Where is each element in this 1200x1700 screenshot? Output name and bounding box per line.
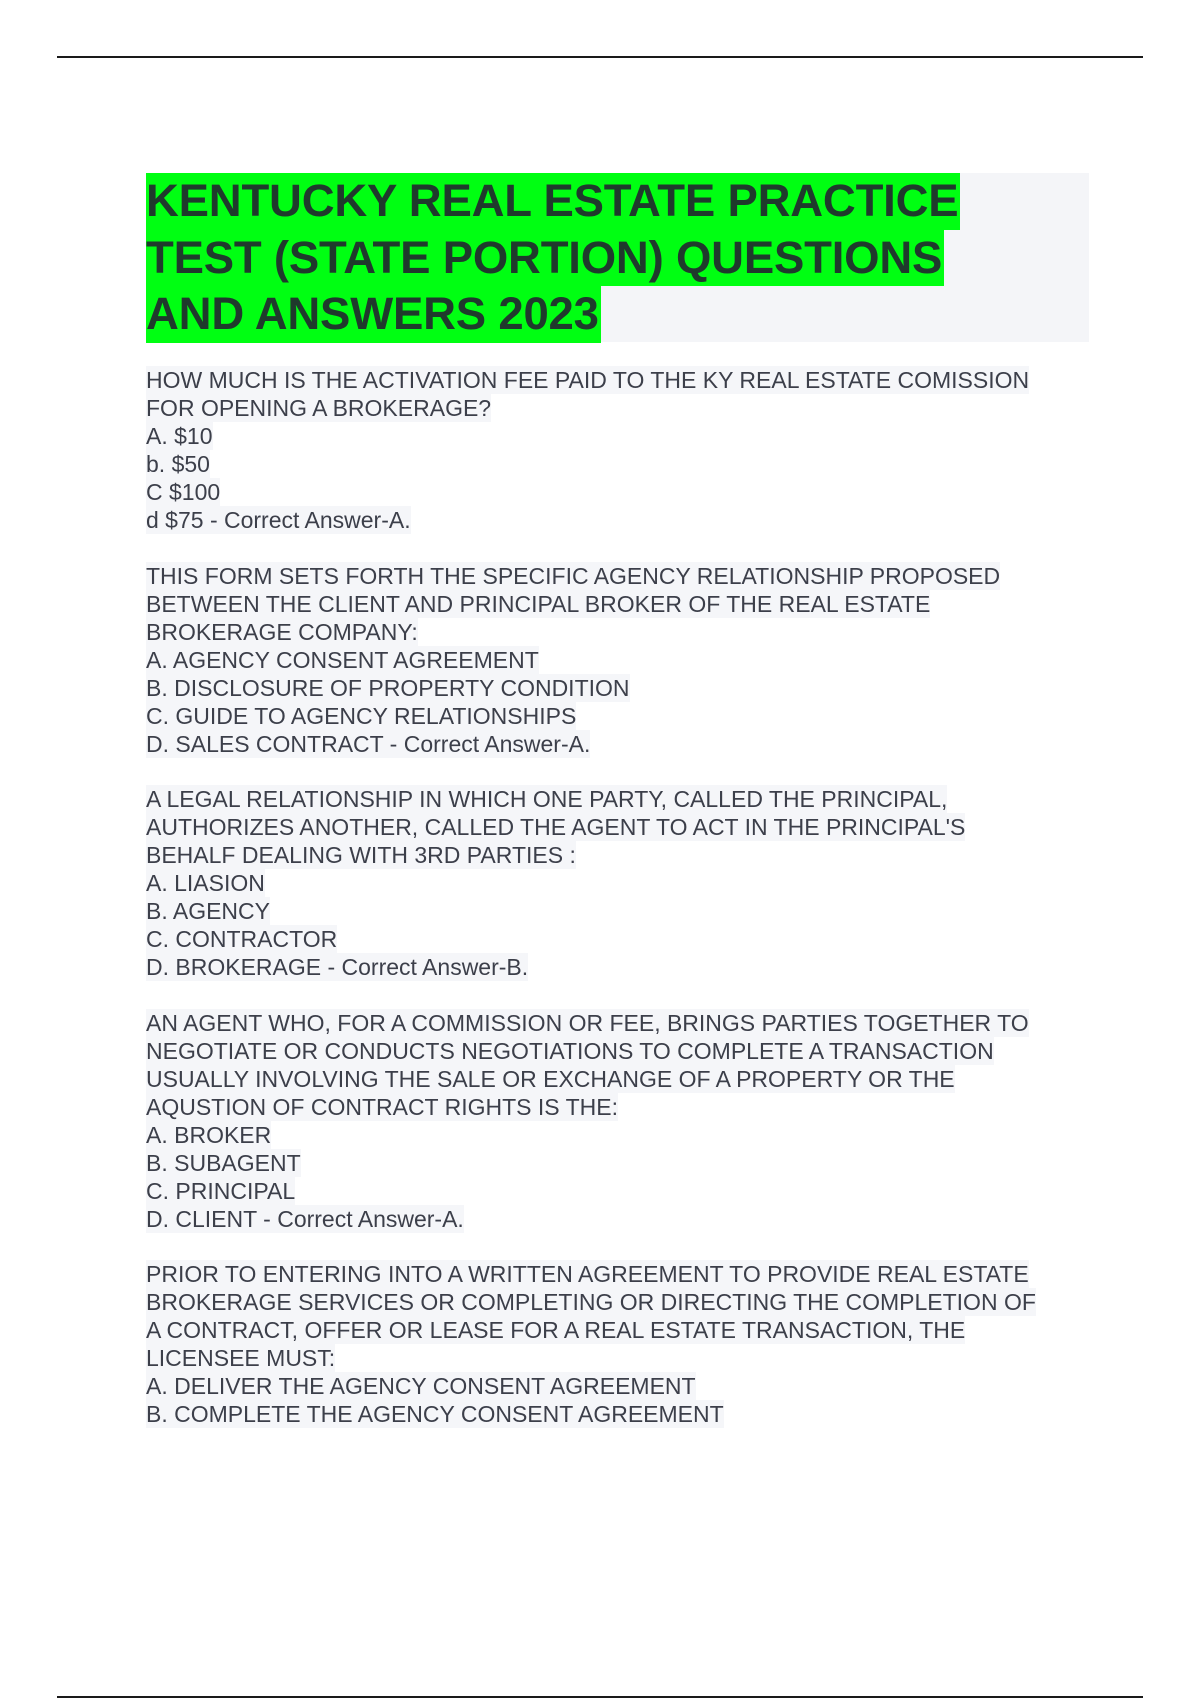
question-block — [146, 366, 1096, 534]
question-block — [146, 562, 1096, 758]
questions-list — [146, 366, 1096, 1456]
title-block — [146, 173, 1089, 342]
answer-option: B. SUBAGENT — [146, 1149, 301, 1176]
title-line: KENTUCKY REAL ESTATE PRACTICE — [146, 173, 960, 230]
question-text: FOR OPENING A BROKERAGE? — [146, 395, 492, 421]
answer-option: C. GUIDE TO AGENCY RELATIONSHIPS — [146, 702, 577, 729]
answer-option: A. DELIVER THE AGENCY CONSENT AGREEMENT — [146, 1373, 696, 1399]
answer-option-with-correct-answer: D. CLIENT - Correct Answer-A. — [146, 1205, 464, 1232]
question-text: USUALLY INVOLVING THE SALE OR EXCHANGE OF A PROPERTY OR THE — [146, 1065, 955, 1092]
answer-option: B. AGENCY — [146, 898, 270, 924]
question-text: AQUSTION OF CONTRACT RIGHTS IS THE: — [146, 1093, 618, 1120]
question-text: A CONTRACT, OFFER OR LEASE FOR A REAL ESTATE TRANSACTION, THE — [146, 1317, 966, 1343]
question-text: BROKERAGE COMPANY: — [146, 618, 418, 645]
question-text: BROKERAGE SERVICES OR COMPLETING OR DIRECTING THE COMPLETION OF — [146, 1289, 1036, 1315]
question-block — [146, 1009, 1096, 1233]
question-block — [146, 1260, 1096, 1428]
answer-option: A. $10 — [146, 423, 213, 449]
question-text: HOW MUCH IS THE ACTIVATION FEE PAID TO THE KY REAL ESTATE COMISSION — [146, 367, 1030, 393]
question-block — [146, 785, 1096, 981]
question-text: AUTHORIZES ANOTHER, CALLED THE AGENT TO ACT IN THE PRINCIPAL'S — [146, 814, 966, 840]
answer-option: A. LIASION — [146, 870, 265, 896]
answer-option: C $100 — [146, 479, 221, 505]
answer-option: B. DISCLOSURE OF PROPERTY CONDITION — [146, 674, 630, 701]
bottom-rule — [57, 1696, 1143, 1698]
question-text: AN AGENT WHO, FOR A COMMISSION OR FEE, BRINGS PARTIES TOGETHER TO — [146, 1009, 1029, 1036]
answer-option-with-correct-answer: D. SALES CONTRACT - Correct Answer-A. — [146, 730, 591, 757]
top-rule — [57, 56, 1143, 58]
answer-option: C. PRINCIPAL — [146, 1177, 296, 1204]
question-text: PRIOR TO ENTERING INTO A WRITTEN AGREEMENT TO PROVIDE REAL ESTATE — [146, 1261, 1029, 1287]
answer-option: A. BROKER — [146, 1121, 272, 1148]
question-text: BETWEEN THE CLIENT AND PRINCIPAL BROKER OF THE REAL ESTATE — [146, 590, 931, 617]
question-text: BEHALF DEALING WITH 3RD PARTIES : — [146, 842, 576, 868]
title-line: AND ANSWERS 2023 — [146, 286, 601, 343]
answer-option: C. CONTRACTOR — [146, 926, 338, 952]
question-text: THIS FORM SETS FORTH THE SPECIFIC AGENCY RELATIONSHIP PROPOSED — [146, 562, 1001, 589]
document-title — [146, 173, 1089, 343]
question-text: NEGOTIATE OR CONDUCTS NEGOTIATIONS TO COMPLETE A TRANSACTION — [146, 1037, 994, 1064]
question-text: LICENSEE MUST: — [146, 1345, 336, 1371]
answer-option-with-correct-answer: d $75 - Correct Answer-A. — [146, 507, 411, 533]
question-text: A LEGAL RELATIONSHIP IN WHICH ONE PARTY, CALLED THE PRINCIPAL, — [146, 786, 948, 812]
answer-option: A. AGENCY CONSENT AGREEMENT — [146, 646, 539, 673]
answer-option: B. COMPLETE THE AGENCY CONSENT AGREEMENT — [146, 1401, 724, 1427]
title-line: TEST (STATE PORTION) QUESTIONS — [146, 230, 944, 287]
answer-option-with-correct-answer: D. BROKERAGE - Correct Answer-B. — [146, 954, 529, 980]
answer-option: b. $50 — [146, 451, 210, 477]
